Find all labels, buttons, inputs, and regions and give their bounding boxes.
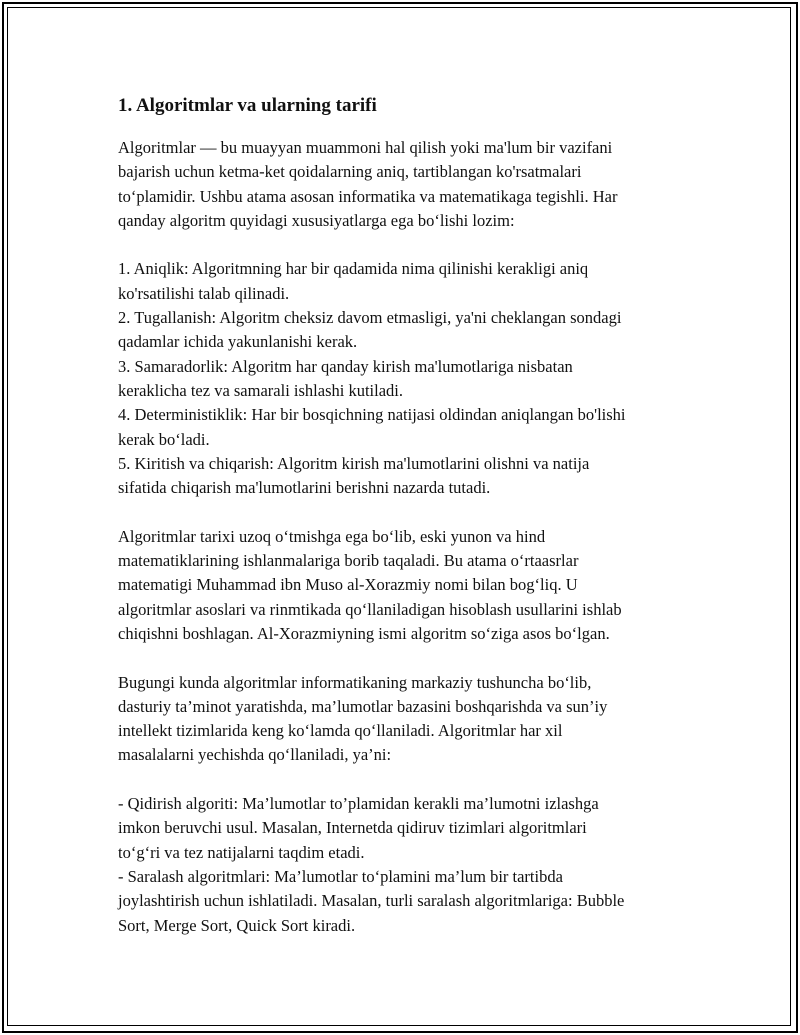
document-page [118, 92, 698, 962]
text-line: bajarish uchun ketma-ket qoidalarning aniq, tartiblangan ko'rsatmalari [118, 162, 582, 182]
list-item-line: joylashtirish uchun ishlatiladi. Masalan, turli saralash algoritmlariga: Bubble [118, 891, 625, 911]
list-item-line: 3. Samaradorlik: Algoritm har qanday kirish ma'lumotlariga nisbatan [118, 356, 573, 376]
paragraph-properties-list [118, 257, 698, 500]
text-line: algoritmlar asoslari va rinmtikada qo‘llaniladigan hisoblash usullarini ishlab [118, 599, 622, 619]
text-line: Algoritmlar tarixi uzoq o‘tmishga ega bo‘lib, eski yunon va hind [118, 526, 546, 546]
list-item-line: 1. Aniqlik: Algoritmning har bir qadamida nima qilinishi kerakligi aniq [118, 259, 589, 279]
list-item-line: 5. Kiritish va chiqarish: Algoritm kirish ma'lumotlarini olishni va natija [118, 453, 590, 473]
text-line: Bugungi kunda algoritmlar informatikaning markaziy tushuncha bo‘lib, [118, 672, 592, 692]
text-line: masalalarni yechishda qo‘llaniladi, ya’ni: [118, 745, 392, 765]
list-item-line: 2. Tugallanish: Algoritm cheksiz davom etmasligi, ya'ni cheklangan sondagi [118, 308, 622, 328]
list-item-line: sifatida chiqarish ma'lumotlarini berishni nazarda tutadi. [118, 478, 491, 498]
paragraph-history [118, 525, 698, 646]
list-item-line: imkon beruvchi usul. Masalan, Internetda qidiruv tizimlari algoritmlari [118, 818, 587, 838]
text-line: matematiklarining ishlanmalariga borib taqaladi. Bu atama o‘rtaasrlar [118, 551, 579, 571]
list-item-line: Sort, Merge Sort, Quick Sort kiradi. [118, 915, 356, 935]
list-item-line: qadamlar ichida yakunlanishi kerak. [118, 332, 358, 352]
text-line: qanday algoritm quyidagi xususiyatlarga ega bo‘lishi lozim: [118, 210, 515, 230]
paragraph-definition [118, 136, 698, 233]
text-line: to‘plamidir. Ushbu atama asosan informatika va matematikaga tegishli. Har [118, 186, 618, 206]
list-item-line: keraklicha tez va samarali ishlashi kutiladi. [118, 380, 403, 400]
text-line: intellekt tizimlarida keng ko‘lamda qo‘llaniladi. Algoritmlar har xil [118, 721, 563, 741]
paragraph-algorithm-types [118, 792, 698, 938]
text-line: matematigi Muhammad ibn Muso al-Xorazmiy nomi bilan bog‘liq. U [118, 575, 578, 595]
list-item-line: - Qidirish algoriti: Ma’lumotlar to’plamidan kerakli ma’lumotni izlashga [118, 794, 599, 814]
list-item-line: 4. Deterministiklik: Har bir bosqichning natijasi oldindan aniqlangan bo'lishi [118, 405, 626, 425]
list-item-line: ko'rsatilishi talab qilinadi. [118, 283, 290, 303]
text-line: dasturiy ta’minot yaratishda, ma’lumotlar bazasini boshqarishda va sun’iy [118, 696, 608, 716]
section-heading: 1. Algoritmlar va ularning tarifi [118, 95, 377, 116]
text-line: Algoritmlar — bu muayyan muammoni hal qilish yoki ma'lum bir vazifani [118, 138, 613, 157]
list-item-line: - Saralash algoritmlari: Ma’lumotlar to‘plamini ma’lum bir tartibda [118, 866, 563, 886]
list-item-line: kerak bo‘ladi. [118, 429, 210, 449]
text-line: chiqishni boshlagan. Al-Xorazmiyning ismi algoritm so‘ziga asos bo‘lgan. [118, 623, 610, 643]
list-item-line: to‘g‘ri va tez natijalarni taqdim etadi. [118, 842, 365, 862]
paragraph-modern-use [118, 671, 698, 768]
